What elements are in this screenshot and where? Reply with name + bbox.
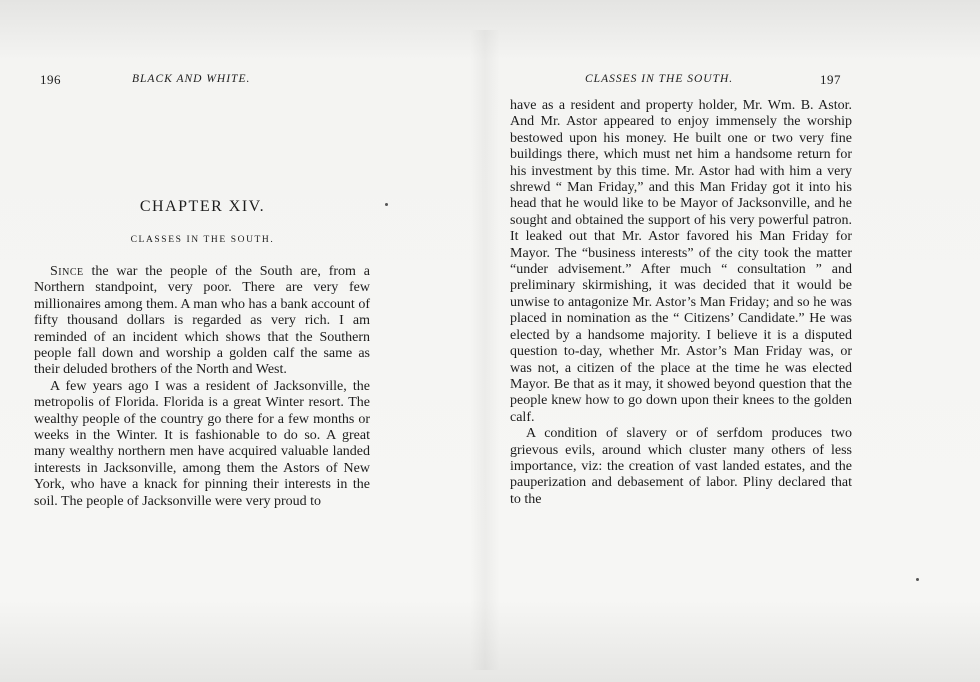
left-page-number: 196 (40, 72, 61, 87)
left-paragraph-2: A few years ago I was a resident of Jacksonville, the metropolis of Florida. Florida is a great Winter resort. The wealthy people of the country go there for a few months or weeks in the Winter. It is fashionable to do so. A great many wealthy northern men have acquired valuable landed interests in Jacksonville, among them the Astors of New York, who have a knack for pinning their interests in the soil. The people of Jacksonville were very proud to (34, 378, 370, 509)
right-page-text (510, 98, 852, 508)
book-gutter (470, 30, 500, 670)
left-page-text (34, 264, 370, 510)
right-paragraph-1: have as a resident and property holder, Mr. Wm. B. Astor. And Mr. Astor appeared to enjoy immensely the worship bestowed upon his money. He built one or two very fine buildings there, which must net him a handsome return for his investment by this time. Mr. Astor had with him a very shrewd “ Man Friday,” and this Man Friday got it into his head that he would like to be Mayor of Jacksonville, and he sought and obtained the support of his very powerful patron. It leaked out that Mr. Astor favored his Man Friday for Mayor. The “business interests” of the city took the matter “under advisement.” After much “ consultation ” and preliminary skirmishing, it was decided that it would be unwise to antagonize Mr. Astor’s Man Friday; and so he was placed in nomination as the “ Citizens’ Candidate.” He was elected by a handsome majority. I believe it is a disputed question to-day, whether Mr. Astor’s Man Friday was, or was not, a citizen of the place at the time he was elected Mayor. Be that as it may, it showed beyond question that the people knew how to go down upon their knees to the golden calf. (510, 98, 852, 425)
chapter-title: CHAPTER XIV. (139, 198, 266, 215)
left-paragraph-1-rest: the war the people of the South are, from a Northern standpoint, very poor. There are very few millionaires among them. A man who has a bank account of fifty thousand dollars is regarded as very rich. I am reminded of an incident which shows that the Southern people fall down and worship a golden calf the same as their deluded brothers of the North and West. (34, 264, 370, 378)
left-paragraph-1 (34, 264, 370, 379)
right-running-title: CLASSES IN THE SOUTH. (585, 73, 734, 85)
drop-word: Since (50, 264, 84, 279)
scan-speck (916, 578, 919, 581)
scan-speck (385, 203, 388, 206)
right-paragraph-2: A condition of slavery or of serfdom produces two grievous evils, around which cluster many others of less importance, viz: the creation of vast landed estates, and the pauperization and debasement of labor. Pliny declared that to the (510, 426, 852, 507)
chapter-subtitle: CLASSES IN THE SOUTH. (130, 235, 275, 245)
right-page-number: 197 (820, 72, 841, 87)
left-running-title: BLACK AND WHITE. (132, 73, 251, 85)
